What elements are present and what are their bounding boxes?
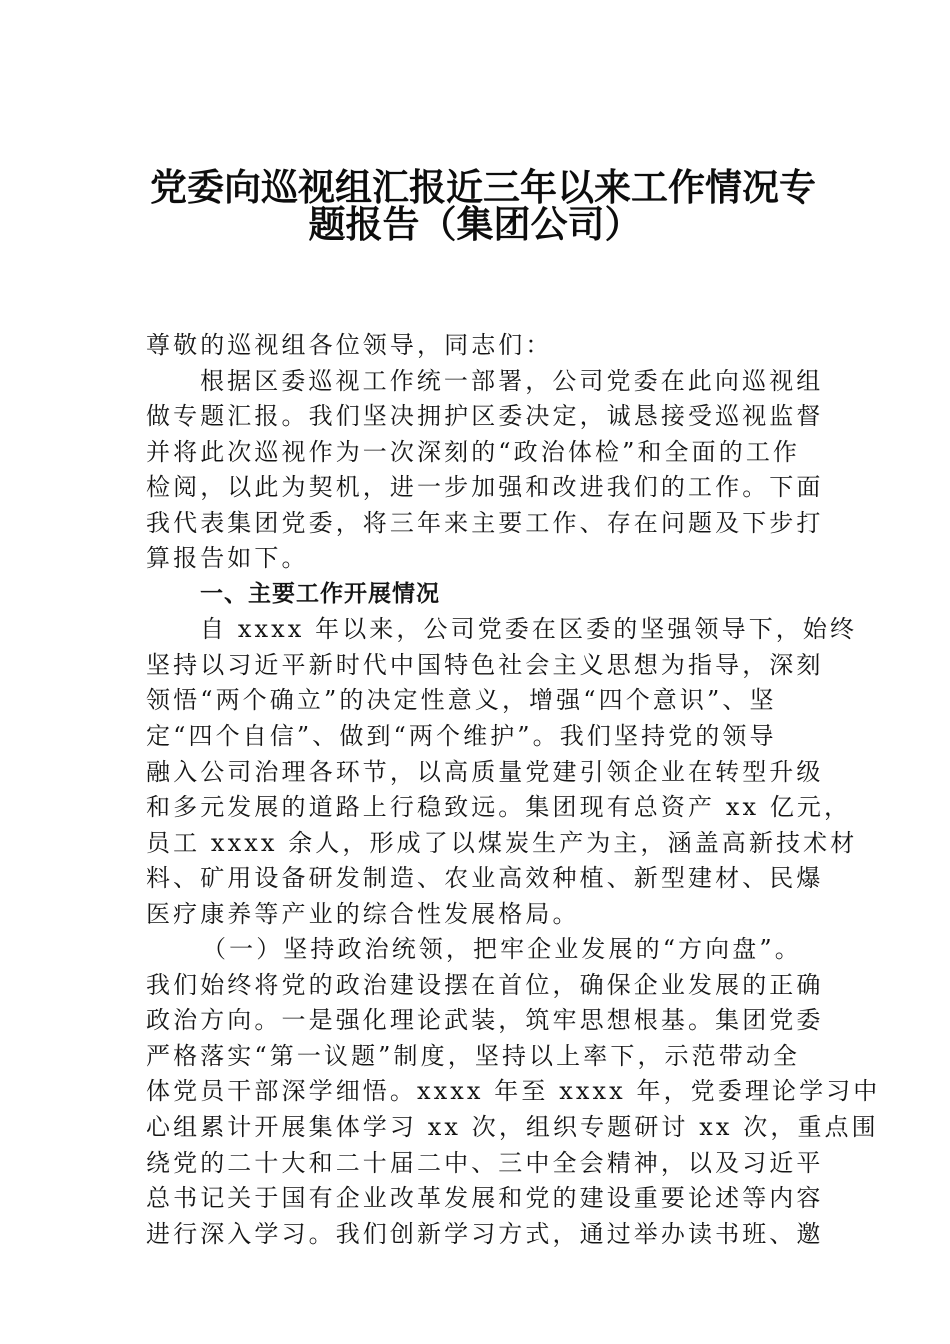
paragraph-line: 坚持以习近平新时代中国特色社会主义思想为指导，深刻 bbox=[146, 650, 824, 679]
paragraph-line: 总书记关于国有企业改革发展和党的建设重要论述等内容 bbox=[146, 1184, 824, 1213]
paragraph-line: 根据区委巡视工作统一部署，公司党委在此向巡视组 bbox=[200, 366, 824, 395]
paragraph-line: 进行深入学习。我们创新学习方式，通过举办读书班、邀 bbox=[146, 1219, 824, 1248]
paragraph-line: 体党员干部深学细悟。xxxx 年至 xxxx 年，党委理论学习中 bbox=[146, 1077, 881, 1106]
section-heading: 一、主要工作开展情况 bbox=[200, 580, 440, 607]
document-title-line-1: 党委向巡视组汇报近三年以来工作情况专 bbox=[150, 166, 816, 209]
paragraph-line: 做专题汇报。我们坚决拥护区委决定，诚恳接受巡视监督 bbox=[146, 402, 824, 431]
paragraph-line: 我代表集团党委，将三年来主要工作、存在问题及下步打 bbox=[146, 508, 824, 537]
paragraph-line: 医疗康养等产业的综合性发展格局。 bbox=[146, 899, 580, 928]
paragraph-line: 并将此次巡视作为一次深刻的“政治体检”和全面的工作 bbox=[146, 437, 801, 466]
salutation: 尊敬的巡视组各位领导，同志们： bbox=[146, 331, 553, 359]
subsection-heading: （一）坚持政治统领，把牢企业发展的“方向盘”。 bbox=[202, 935, 802, 964]
paragraph-line: 严格落实“第一议题”制度，坚持以上率下，示范带动全 bbox=[146, 1041, 801, 1070]
paragraph-line: 定“四个自信”、做到“两个维护”。我们坚持党的领导 bbox=[146, 722, 777, 751]
paragraph-line: 和多元发展的道路上行稳致远。集团现有总资产 xx 亿元， bbox=[146, 793, 852, 822]
paragraph-line: 心组累计开展集体学习 xx 次，组织专题研讨 xx 次，重点围 bbox=[146, 1113, 879, 1142]
paragraph-line: 检阅，以此为契机，进一步加强和改进我们的工作。下面 bbox=[146, 473, 824, 502]
paragraph-line: 算报告如下。 bbox=[146, 544, 309, 573]
paragraph-line: 料、矿用设备研发制造、农业高效种植、新型建材、民爆 bbox=[146, 864, 824, 893]
paragraph-line: 融入公司治理各环节，以高质量党建引领企业在转型升级 bbox=[146, 757, 824, 786]
paragraph-line: 绕党的二十大和二十届二中、三中全会精神，以及习近平 bbox=[146, 1148, 824, 1177]
document-body bbox=[146, 328, 881, 1252]
paragraph-line: 员工 xxxx 余人，形成了以煤炭生产为主，涵盖高新技术材 bbox=[146, 828, 858, 857]
paragraph-line: 自 xxxx 年以来，公司党委在区委的坚强领导下，始终 bbox=[200, 615, 858, 644]
paragraph-line: 我们始终将党的政治建设摆在首位，确保企业发展的正确 bbox=[146, 970, 824, 999]
document-title-line-2: 题报告（集团公司） bbox=[308, 203, 642, 246]
paragraph-line: 政治方向。一是强化理论武装，筑牢思想根基。集团党委 bbox=[146, 1006, 824, 1035]
paragraph-line: 领悟“两个确立”的决定性意义，增强“四个意识”、坚 bbox=[146, 686, 777, 715]
